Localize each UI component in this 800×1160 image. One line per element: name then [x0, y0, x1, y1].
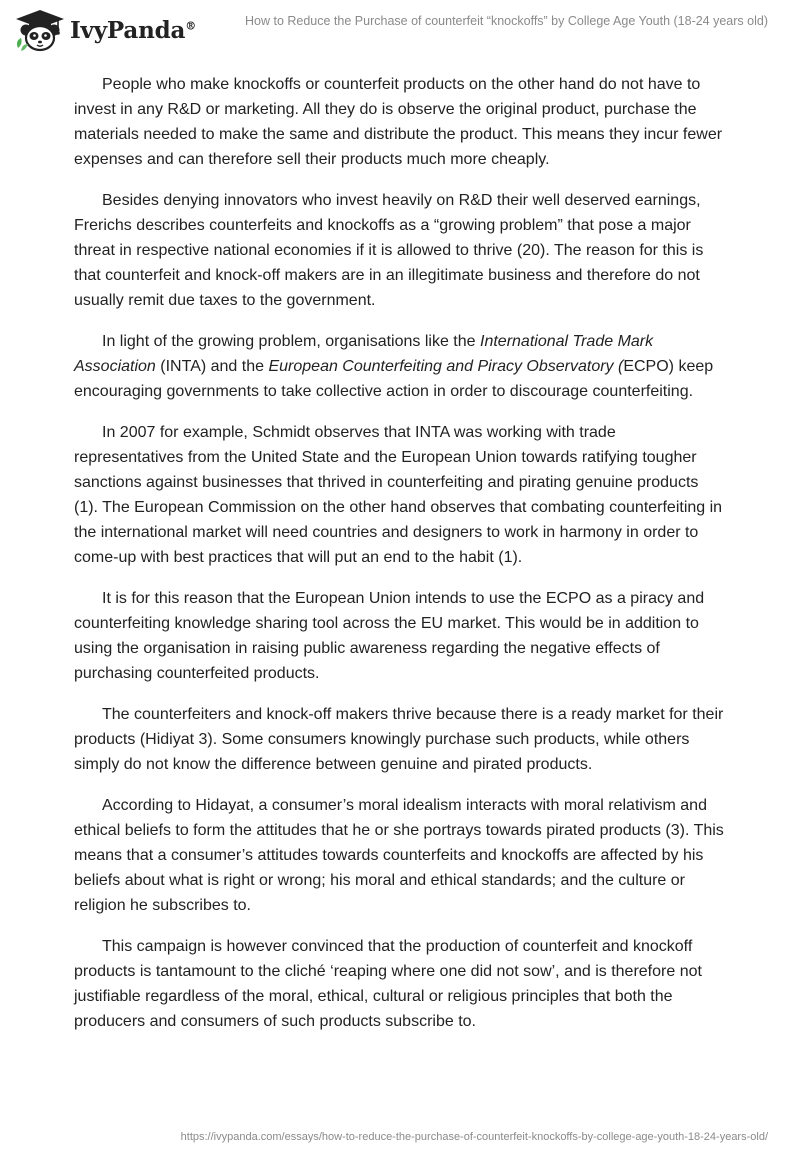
brand-name: IvyPanda® — [70, 16, 196, 44]
paragraph-text: Besides denying innovators who invest heavily on R&D their well deserved earnings, Frerichs describes counterfeits and knockoffs as a “growing problem” that pose a major threat in respective national economies if it is allowed to thrive (20). The reason for this is that counterfeit and knock-off makers are in an illegitimate business and therefore do not usually remit due taxes to the government. — [74, 192, 704, 309]
essay-body — [74, 72, 726, 1050]
essay-paragraph — [74, 420, 726, 570]
italic-text: International Trade Mark Association — [74, 333, 654, 375]
paragraph-text: According to Hidayat, a consumer’s moral idealism interacts with moral relativism and ethical beliefs to form the attitudes that he or she portrays towards pirated products (3). This means that a consumer’s attitudes towards counterfeits and knockoffs are affected by his beliefs about what is right or wrong; his moral and ethical standards; and the culture or religion he subscribes to. — [74, 797, 724, 914]
panda-graduate-icon — [14, 8, 66, 52]
paragraph-text: In 2007 for example, Schmidt observes that INTA was working with trade representatives from the United State and the European Union towards ratifying tougher sanctions against businesses that thrived in counterfeiting and pirating genuine products (1). The European Commission on the other hand observes that combating counterfeiting in the international market will need countries and designers to work in harmony in order to come-up with best practices that will put an end to the habit (1). — [74, 424, 723, 566]
source-url[interactable]: https://ivypanda.com/essays/how-to-reduce-the-purchase-of-counterfeit-knockoffs-by-college-age-youth-18-24-years-old/ — [180, 1131, 768, 1143]
document-title: How to Reduce the Purchase of counterfeit “knockoffs” by College Age Youth (18-24 years old) — [245, 14, 768, 28]
paragraph-text: ECPO) keep encouraging governments to take collective action in order to discourage counterfeiting. — [74, 358, 714, 400]
essay-paragraph — [74, 188, 726, 313]
paragraph-text: People who make knockoffs or counterfeit products on the other hand do not have to invest in any R&D or marketing. All they do is observe the original product, purchase the materials needed to make the same and distribute the product. This means they incur fewer expenses and can therefore sell their products much more cheaply. — [74, 76, 723, 168]
paragraph-text: (INTA) and the — [155, 358, 269, 375]
italic-text: European Counterfeiting and Piracy Observatory ( — [268, 358, 624, 375]
page-header — [0, 0, 800, 60]
essay-paragraph — [74, 72, 726, 172]
paragraph-text: In light of the growing problem, organisations like the — [102, 333, 480, 350]
essay-paragraph — [74, 702, 726, 777]
paragraph-text: This campaign is however convinced that the production of counterfeit and knockoff products is tantamount to the cliché ‘reaping where one did not sow’, and is therefore not justifiable regardless of the moral, ethical, cultural or religious principles that both the producers and consumers of such products subscribe to. — [74, 938, 702, 1030]
paragraph-text: The counterfeiters and knock-off makers thrive because there is a ready market for their products (Hidiyat 3). Some consumers knowingly purchase such products, while others simply do not know the difference between genuine and pirated products. — [74, 706, 724, 773]
essay-paragraph — [74, 329, 726, 404]
essay-paragraph — [74, 934, 726, 1034]
ivypanda-logo[interactable] — [14, 8, 196, 52]
essay-paragraph — [74, 793, 726, 918]
essay-paragraph — [74, 586, 726, 686]
registered-mark: ® — [185, 18, 196, 32]
paragraph-text: It is for this reason that the European Union intends to use the ECPO as a piracy and counterfeiting knowledge sharing tool across the EU market. This would be in addition to using the organisation in raising public awareness regarding the negative effects of purchasing counterfeited products. — [74, 590, 705, 682]
